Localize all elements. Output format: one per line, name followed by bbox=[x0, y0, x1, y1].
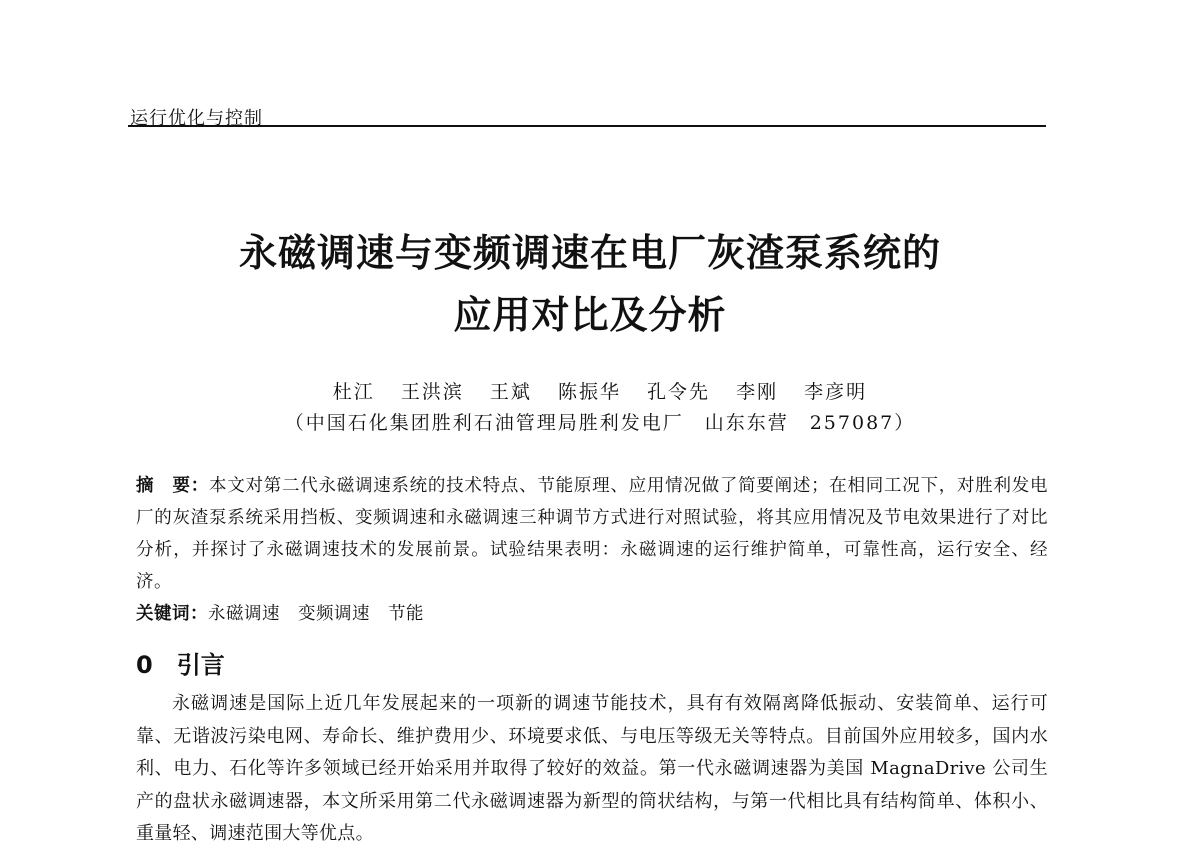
abstract-text: 本文对第二代永磁调速系统的技术特点、节能原理、应用情况做了简要阐述；在相同工况下，对胜利发电厂的灰渣泵系统采用挡板、变频调速和永磁调速三种调节方式进行对照试验，将其应用情况及节电效果进行了对比分析，并探讨了永磁调速技术的发展前景。试验结果表明：永磁调速的运行维护简单，可靠性高，运行安全、经济。 bbox=[136, 476, 1049, 592]
keyword: 永磁调速 bbox=[208, 604, 280, 624]
author: 王斌 bbox=[489, 381, 532, 403]
section-heading bbox=[136, 645, 225, 680]
author-list bbox=[0, 377, 1200, 404]
affiliation: （中国石化集团胜利石油管理局胜利发电厂 山东东营 257087） bbox=[284, 412, 916, 434]
abstract-label: 摘 要： bbox=[136, 476, 209, 496]
abstract bbox=[136, 470, 1048, 598]
paper-title bbox=[0, 222, 1180, 346]
header-rule bbox=[128, 125, 1046, 127]
keywords bbox=[136, 600, 1048, 625]
title-line-2: 应用对比及分析 bbox=[453, 293, 727, 337]
body-paragraph: 永磁调速是国际上近几年发展起来的一项新的调速节能技术，具有有效隔离降低振动、安装简单、运行可靠、无谐波污染电网、寿命长、维护费用少、环境要求低、与电压等级无关等特点。目前国外应用较多，国内水利、电力、石化等许多领域已经开始采用并取得了较好的效益。第一代永磁调速器为美国 MagnaDrive 公司生产的盘状永磁调速器，本文所采用第二代永磁调速器为新型的筒状结构，与第一代相比具有结构简单、体积小、重量轻、调速范围大等优点。 bbox=[136, 693, 1048, 844]
author: 王洪滨 bbox=[400, 381, 464, 403]
author: 李彦明 bbox=[804, 381, 868, 403]
author: 陈振华 bbox=[557, 381, 621, 403]
running-head: 运行优化与控制 bbox=[130, 108, 263, 129]
section-title: 引言 bbox=[176, 651, 225, 679]
section-number: 0 bbox=[136, 651, 153, 679]
author: 李刚 bbox=[736, 381, 779, 403]
keyword: 节能 bbox=[388, 604, 424, 624]
author: 杜江 bbox=[332, 381, 375, 403]
keywords-label: 关键词： bbox=[136, 604, 208, 624]
title-line-1: 永磁调速与变频调速在电厂灰渣泵系统的 bbox=[238, 231, 941, 275]
author: 孔令先 bbox=[647, 381, 711, 403]
keyword: 变频调速 bbox=[298, 604, 370, 624]
